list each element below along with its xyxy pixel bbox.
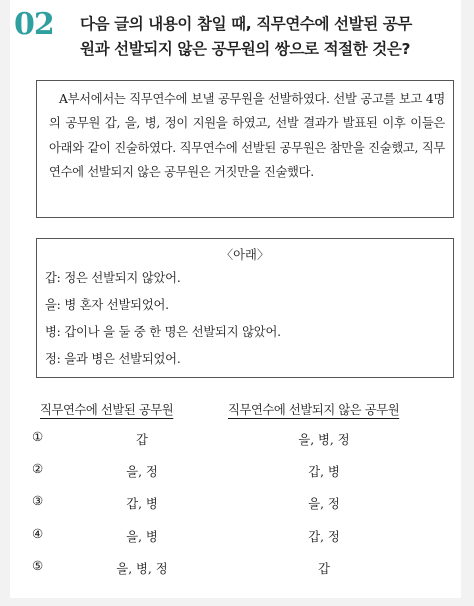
statement-byeong: 병: 갑이나 을 둘 중 한 명은 선발되지 않았어. <box>45 325 281 339</box>
answer-option-5[interactable] <box>32 559 447 581</box>
option-number: ② <box>32 462 44 476</box>
option-not-selected: 을, 정 <box>308 497 340 511</box>
question-prompt-line1: 다음 글의 내용이 참일 때, 직무연수에 선발된 공무 <box>80 15 412 33</box>
option-selected: 을, 병, 정 <box>116 562 168 576</box>
statement-eul: 을: 병 혼자 선발되었어. <box>45 298 169 312</box>
passage-text: A부서에서는 직무연수에 보낼 공무원을 선발하였다. 선발 공고를 보고 4명의 공무원 갑, 을, 병, 정이 지원을 하였고, 선발 결과가 발표된 이후 이들은 아래와 같이 진술하였다. 직무연수에 선발된 공무원은 참만을 진술했고, 직무연수에 선발되지 않은 공무원은 거짓만을 진술했다. <box>49 92 445 179</box>
answer-option-4[interactable] <box>32 527 447 549</box>
option-selected: 을, 병 <box>126 530 158 544</box>
answer-option-3[interactable] <box>32 494 447 516</box>
option-not-selected: 을, 병, 정 <box>298 433 350 447</box>
option-not-selected: 갑 <box>318 562 330 576</box>
statement-gap: 갑: 정은 선발되지 않았어. <box>45 271 181 285</box>
option-not-selected: 갑, 정 <box>308 530 340 544</box>
answer-option-1[interactable] <box>32 430 447 452</box>
conditions-title: 〈아래〉 <box>220 248 270 262</box>
statement-jeong: 정: 을과 병은 선발되었어. <box>45 352 181 366</box>
option-number: ④ <box>32 527 44 541</box>
option-number: ⑤ <box>32 559 44 573</box>
answer-table-header <box>32 400 447 420</box>
question-header <box>14 8 459 68</box>
conditions-box <box>36 238 454 378</box>
option-selected: 갑, 병 <box>126 497 158 511</box>
question-prompt-line2: 원과 선발되지 않은 공무원의 쌍으로 적절한 것은? <box>80 40 411 58</box>
passage-box <box>36 80 454 218</box>
answer-option-2[interactable] <box>32 462 447 484</box>
option-selected: 갑 <box>136 433 148 447</box>
option-selected: 을, 정 <box>126 465 158 479</box>
option-number: ① <box>32 430 44 444</box>
question-number: 02 <box>14 7 54 42</box>
header-not-selected: 직무연수에 선발되지 않은 공무원 <box>228 403 400 417</box>
header-selected: 직무연수에 선발된 공무원 <box>40 403 174 417</box>
option-not-selected: 갑, 병 <box>308 465 340 479</box>
option-number: ③ <box>32 494 44 508</box>
question-prompt <box>80 12 460 62</box>
